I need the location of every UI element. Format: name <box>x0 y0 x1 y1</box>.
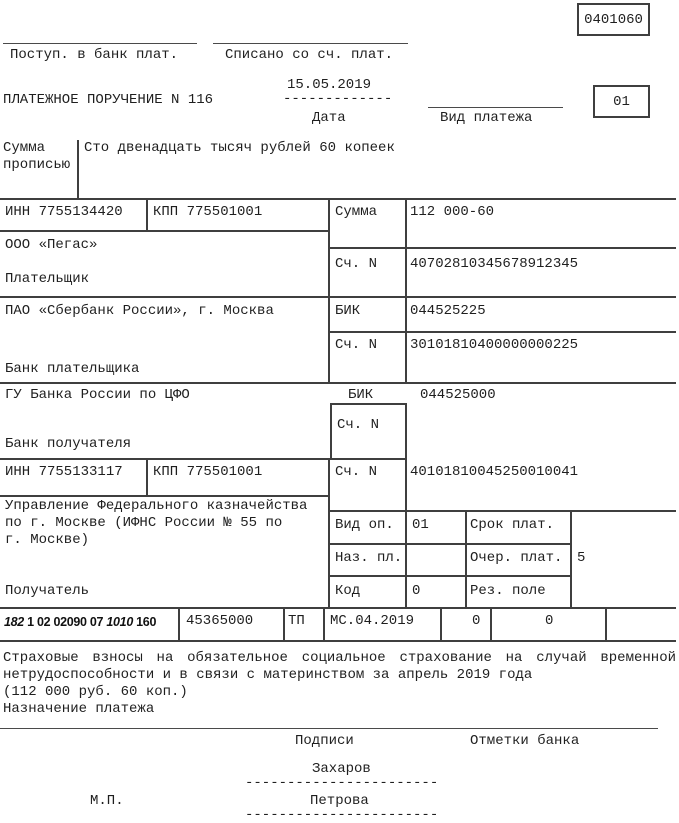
ocher-plat-label: Очер. плат. <box>470 550 563 566</box>
amount-words-divider <box>77 140 79 198</box>
debited-label: Списано со сч. плат. <box>225 47 394 63</box>
table-line <box>605 607 607 640</box>
payee-account-label: Сч. N <box>335 464 378 480</box>
table-line <box>0 458 407 460</box>
payer-account-value: 40702810345678912345 <box>410 256 579 272</box>
table-line <box>0 495 328 497</box>
table-line <box>283 607 285 640</box>
table-line <box>405 403 407 458</box>
srok-plat-label: Срок плат. <box>470 517 555 533</box>
payment-kind-value: 01 <box>613 93 630 110</box>
vid-op-value: 01 <box>412 517 429 533</box>
payee-name-line3: г. Москве) <box>5 532 90 548</box>
payment-kind-label: Вид платежа <box>440 110 533 126</box>
payer-kpp: КПП 775501001 <box>153 204 263 220</box>
rez-pole-label: Рез. поле <box>470 583 546 599</box>
bank-marks-label: Отметки банка <box>470 733 580 749</box>
signature2-name: Петрова <box>310 793 369 809</box>
kbk-part: 182 <box>4 615 24 629</box>
table-line <box>328 331 676 333</box>
table-line <box>328 198 330 382</box>
amount-words-label-line1: Сумма <box>3 140 46 156</box>
table-line <box>0 198 676 200</box>
kbk-part: 160 <box>132 615 157 629</box>
payee-bank-bik-label: БИК <box>348 387 374 403</box>
payment-kind-underline <box>428 107 563 108</box>
signature-section-line <box>0 728 658 729</box>
payee-section-label: Получатель <box>5 583 90 599</box>
payer-bank-account-label: Сч. N <box>335 337 378 353</box>
table-line <box>328 458 330 607</box>
table-line <box>490 607 492 640</box>
date-value: 15.05.2019 <box>287 77 372 93</box>
signature1-dash-line: ----------------------- <box>245 775 439 791</box>
payee-bank-bik-value: 044525000 <box>420 387 496 403</box>
debited-underline <box>213 43 408 44</box>
table-line <box>146 198 148 230</box>
payee-bank-name: ГУ Банка России по ЦФО <box>5 387 190 403</box>
sum-label: Сумма <box>335 204 378 220</box>
amount-words-value: Сто двенадцать тысяч рублей 60 копеек <box>84 140 395 156</box>
stamp-label: М.П. <box>90 793 124 809</box>
vid-op-label: Вид оп. <box>335 517 394 533</box>
table-line <box>0 296 676 298</box>
table-line <box>328 575 572 577</box>
document-title: ПЛАТЕЖНОЕ ПОРУЧЕНИЕ N 116 <box>3 92 214 108</box>
purpose-line1: Страховые взносы на обязательное социальное страхование на случай временной <box>3 650 676 666</box>
payee-kpp: КПП 775501001 <box>153 464 263 480</box>
payer-bank-section-label: Банк плательщика <box>5 361 140 377</box>
kbk-part: 1 02 02090 07 <box>23 615 107 629</box>
signature1-name: Захаров <box>312 761 371 777</box>
kbk-value <box>4 614 156 631</box>
payee-name-line1: Управление Федерального казначейства <box>5 498 308 514</box>
table-line <box>178 607 180 640</box>
payment-basis-value: ТП <box>288 613 305 629</box>
table-line <box>0 640 676 642</box>
date-label: Дата <box>312 110 346 126</box>
table-line <box>465 510 467 607</box>
payer-name: ООО «Пегас» <box>5 237 98 253</box>
sum-value: 112 000-60 <box>410 204 495 220</box>
doc-number-value: 0 <box>472 613 481 629</box>
form-code-box <box>577 3 650 36</box>
payer-bank-bik-label: БИК <box>335 303 361 319</box>
amount-words-label-line2: прописью <box>3 157 71 173</box>
table-line <box>328 510 676 512</box>
purpose-line2: нетрудоспособности и в связи с материнством за апрель 2019 года <box>3 667 533 683</box>
payment-kind-box <box>593 85 650 118</box>
table-line <box>0 607 676 609</box>
table-line <box>0 230 328 232</box>
table-line <box>570 510 572 607</box>
purpose-line3: (112 000 руб. 60 коп.) <box>3 684 188 700</box>
oktmo-value: 45365000 <box>186 613 254 629</box>
payer-bank-name: ПАО «Сбербанк России», г. Москва <box>5 303 274 319</box>
payee-bank-section-label: Банк получателя <box>5 436 132 452</box>
payee-account-value: 40101810045250010041 <box>410 464 579 480</box>
table-line <box>440 607 442 640</box>
payer-inn: ИНН 7755134420 <box>5 204 123 220</box>
ocher-plat-value: 5 <box>577 550 586 566</box>
kbk-part: 1010 <box>106 615 133 629</box>
table-line <box>405 198 407 382</box>
table-line <box>405 458 407 607</box>
tax-period-value: МС.04.2019 <box>330 613 415 629</box>
purpose-section-label: Назначение платежа <box>3 701 155 717</box>
form-code: 0401060 <box>584 11 643 28</box>
doc-date-value: 0 <box>545 613 554 629</box>
naz-pl-label: Наз. пл. <box>335 550 403 566</box>
payer-section-label: Плательщик <box>5 271 90 287</box>
received-underline <box>3 43 197 44</box>
table-line <box>328 247 676 249</box>
signatures-label: Подписи <box>295 733 354 749</box>
kod-value: 0 <box>412 583 421 599</box>
table-line <box>323 607 325 640</box>
date-dashes: ------------- <box>283 91 393 107</box>
received-label: Поступ. в банк плат. <box>10 47 179 63</box>
payer-bank-account-value: 30101810400000000225 <box>410 337 579 353</box>
payer-bank-bik-value: 044525225 <box>410 303 486 319</box>
kod-label: Код <box>335 583 361 599</box>
payee-bank-account-label: Сч. N <box>337 417 380 433</box>
table-line <box>328 543 572 545</box>
payer-account-label: Сч. N <box>335 256 378 272</box>
signature2-dash-line: ----------------------- <box>245 807 439 823</box>
payee-inn: ИНН 7755133117 <box>5 464 123 480</box>
table-line <box>0 382 676 384</box>
table-line <box>330 403 332 458</box>
payee-name-line2: по г. Москве (ИФНС России № 55 по <box>5 515 283 531</box>
table-line <box>146 458 148 495</box>
